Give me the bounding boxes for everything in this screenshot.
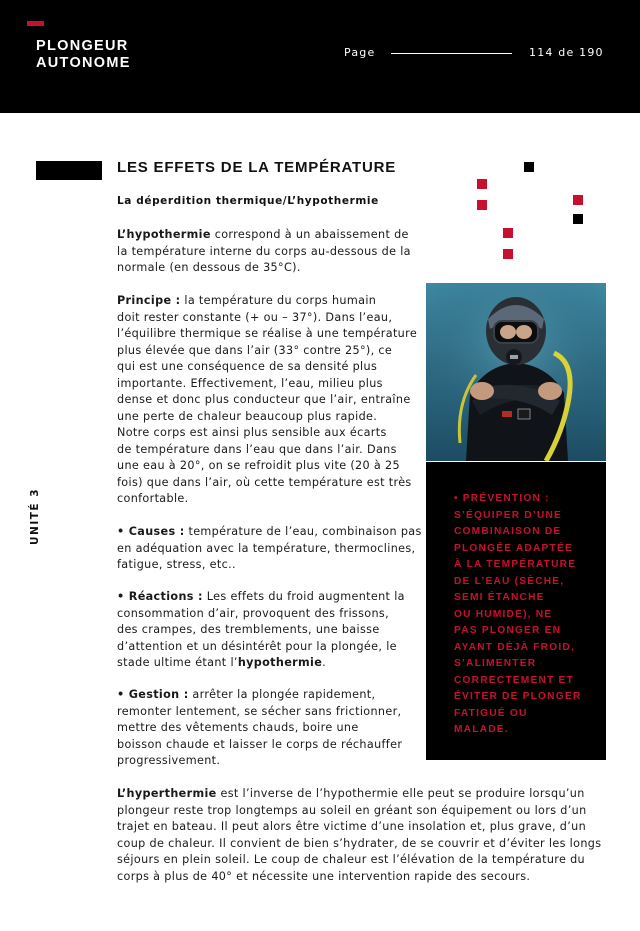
prevention-line: FATIGUÉ OU	[454, 707, 528, 719]
brand-line-2: AUTONOME	[36, 55, 131, 71]
prevention-line: S’ÉQUIPER D’UNE	[454, 509, 563, 521]
prevention-line: • PRÉVENTION :	[454, 493, 550, 504]
principe-label: Principe :	[117, 294, 181, 307]
text-line: de température dans l’eau que dans l’air. Dans	[117, 442, 397, 456]
text-line: une perte de chaleur beaucoup plus rapide.	[117, 409, 378, 423]
text-line: .	[322, 656, 327, 669]
hypothermie-paragraph	[117, 227, 411, 277]
text-line: correspond à un abaissement de	[210, 228, 409, 241]
decor-square	[503, 228, 513, 238]
text-line: séjours en plein soleil. Le coup de chaleur est l’élévation de la température du	[117, 853, 585, 866]
prevention-line: COMBINAISON DE	[454, 526, 562, 537]
text-line: une eau à 20°, on se refroidit plus vite (20 à 25	[117, 459, 400, 472]
prevention-text	[454, 491, 581, 739]
section-subtitle: La déperdition thermique/L’hypothermie	[117, 195, 379, 207]
prevention-line: DE L’EAU (SÈCHE,	[454, 575, 565, 587]
title-marker-bar	[36, 161, 102, 180]
text-line: température de l’eau, combinaison pas	[184, 525, 422, 538]
reactions-label: • Réactions :	[117, 590, 203, 603]
text-line: dense et donc plus conducteur que l’air, entraîne	[117, 393, 411, 406]
decor-square	[573, 214, 583, 224]
text-line: la température interne du corps au-dessous de la	[117, 244, 411, 258]
page-header	[0, 0, 640, 113]
causes-label: • Causes :	[117, 525, 185, 538]
gestion-label: • Gestion :	[117, 688, 189, 701]
brand-title	[36, 38, 131, 72]
text-line: normale (en dessous de 35°C).	[117, 261, 301, 274]
section-title: LES EFFETS DE LA TEMPÉRATURE	[117, 159, 397, 176]
text-line: arrêter la plongée rapidement,	[188, 688, 376, 701]
text-line: trajet en bateau. Il peut alors être victime d’une insolation et, plus grave, d’un	[117, 820, 587, 833]
decor-square	[524, 162, 534, 172]
brand-line-1: PLONGEUR	[36, 38, 129, 54]
text-line: doit rester constante (+ ou – 37°). Dans l’eau,	[117, 310, 393, 324]
text-line: consommation d’air, provoquent des frissons,	[117, 606, 389, 620]
text-line: d’attention et un désintérêt pour la plongée, le	[117, 639, 397, 653]
prevention-line: ÉVITER DE PLONGER	[454, 691, 582, 702]
text-line: la température du corps humain	[180, 294, 377, 307]
unit-side-label: UNITÉ 3	[29, 487, 41, 545]
text-line: plus élevée que dans l’air (33° contre 25°), ce	[117, 343, 393, 357]
prevention-line: MALADE.	[454, 724, 509, 735]
causes-paragraph	[117, 524, 422, 574]
reactions-paragraph	[117, 589, 405, 672]
prevention-line: PLONGÉE ADAPTÉE	[454, 542, 573, 554]
text-line: plongeur reste trop longtemps au soleil en gréant son équipement ou lors d’un	[117, 803, 587, 817]
text-line: fatigue, stress, etc..	[117, 558, 236, 571]
text-line: coup de chaleur. Il convient de bien s’hydrater, de se couvrir et d’éviter les longs	[117, 836, 602, 850]
hypothermie-term: L’hypothermie	[117, 228, 211, 241]
decor-square	[477, 179, 487, 189]
text-line: importante. Effectivement, l’eau, milieu plus	[117, 376, 383, 390]
prevention-callout	[426, 462, 606, 760]
text-line: Notre corps est ainsi plus sensible aux écarts	[117, 426, 387, 439]
diver-illustration	[426, 283, 606, 461]
principe-paragraph	[117, 293, 417, 508]
prevention-line: SEMI ÉTANCHE	[454, 592, 545, 603]
prevention-line: À LA TEMPÉRATURE	[454, 559, 577, 570]
hyperthermie-term: L’hyperthermie	[117, 787, 217, 800]
decor-square	[477, 200, 487, 210]
diver-photo	[426, 283, 606, 461]
page-number: 114 de 190	[529, 46, 604, 59]
prevention-line: CORRECTEMENT ET	[454, 674, 574, 686]
text-line: en adéquation avec la température, thermoclines,	[117, 541, 416, 555]
hypothermie-emphasis: hypothermie	[237, 656, 323, 669]
decor-square	[573, 195, 583, 205]
text-line: est l’inverse de l’hypothermie elle peut se produire lorsqu’un	[216, 787, 585, 800]
text-line: l’équilibre thermique se réalise à une température	[117, 327, 418, 340]
text-line: qui est une conséquence de sa densité plus	[117, 360, 378, 373]
text-line: mettre des vêtements chauds, boire une	[117, 721, 359, 734]
gestion-paragraph	[117, 687, 402, 770]
text-line: des crampes, des tremblements, une baisse	[117, 623, 380, 636]
prevention-line: S’ALIMENTER	[454, 658, 537, 669]
prevention-line: PAS PLONGER EN	[454, 625, 562, 636]
text-line: confortable.	[117, 492, 189, 505]
header-accent-bar	[27, 21, 44, 26]
page-divider-line	[391, 53, 512, 54]
page-label: Page	[344, 46, 376, 59]
prevention-line: OU HUMIDE), NE	[454, 608, 553, 620]
hyperthermie-paragraph	[117, 786, 601, 885]
text-line: fois) que dans l’air, où cette température est très	[117, 475, 412, 489]
text-line: remonter lentement, se sécher sans frictionner,	[117, 704, 402, 718]
text-line: boisson chaude et laisser le corps de réchauffer	[117, 737, 403, 751]
prevention-line: AYANT DÉJÀ FROID,	[454, 641, 575, 653]
text-line: corps à plus de 40° et nécessite une intervention rapide des secours.	[117, 869, 531, 883]
text-line: stade ultime étant l’	[117, 656, 238, 669]
text-line: Les effets du froid augmentent la	[202, 590, 405, 603]
decor-square	[503, 249, 513, 259]
text-line: progressivement.	[117, 754, 221, 767]
